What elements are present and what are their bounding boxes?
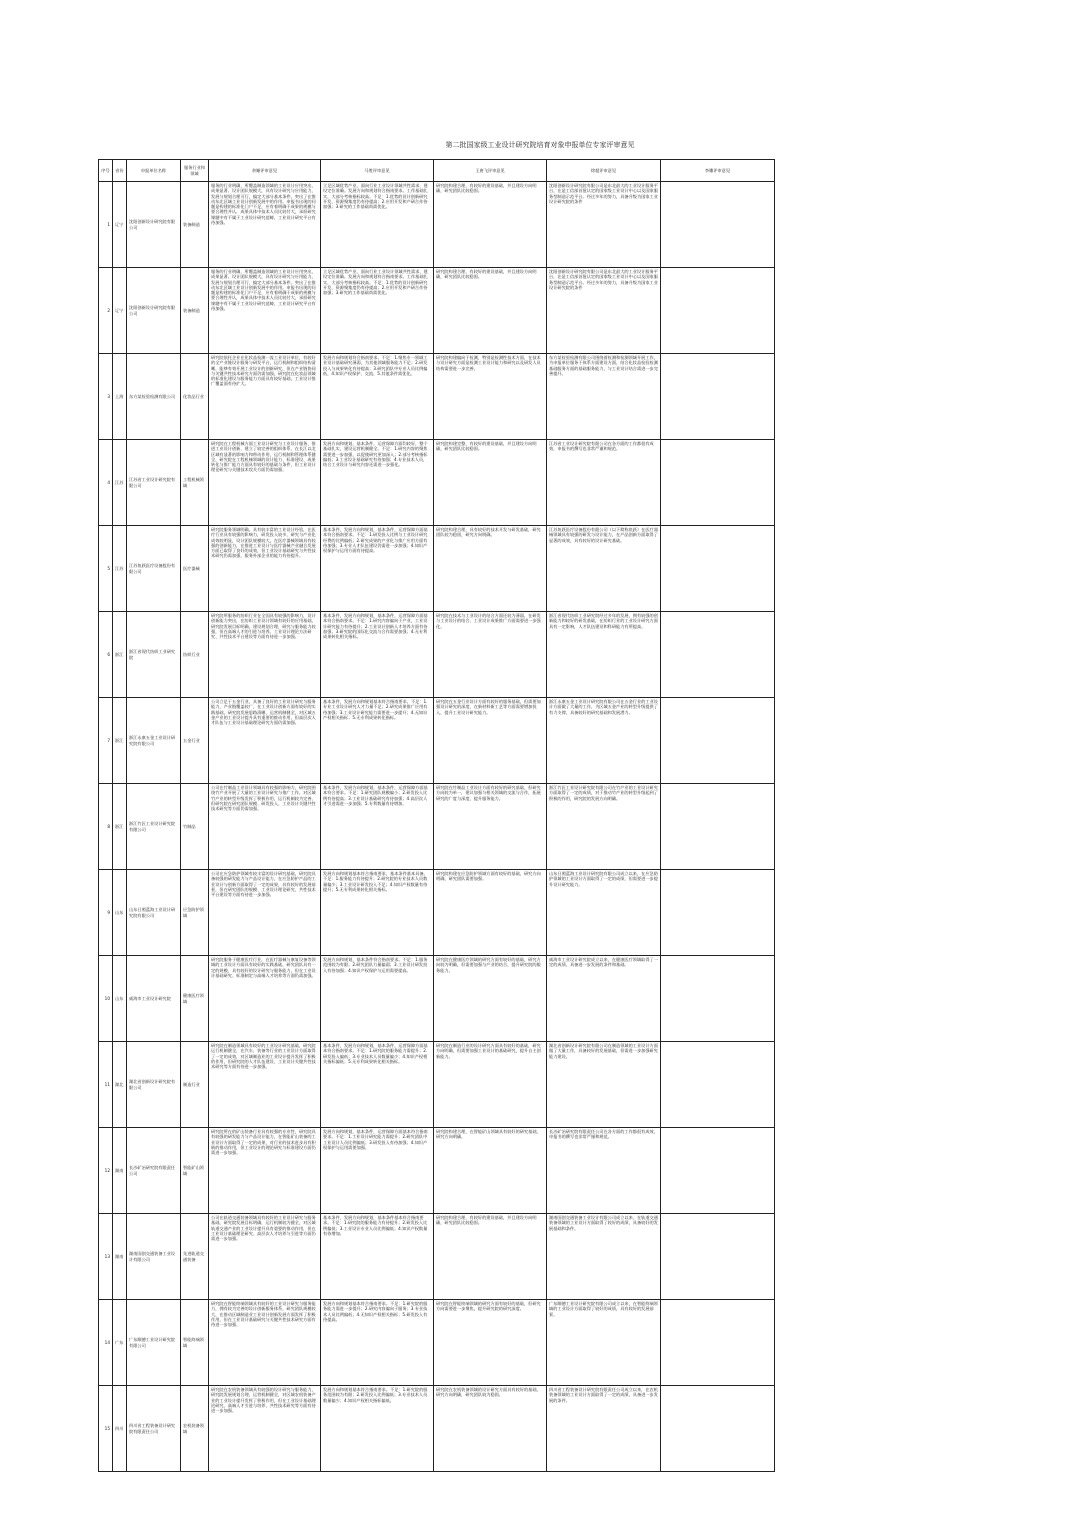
header-unit: 申报单位名称 [127,160,181,182]
cell-field: 健康医疗领域 [181,956,209,1042]
cell-seq: 13 [99,1214,113,1300]
cell-expert-3: 研究院构建合理，具有较好的技术开发与研发基础，研究团队较为稳固，研究方向明确。 [434,526,547,612]
cell-expert-3: 研究院构建合理，有较好的建设基础，并且建设方向明确，研究团队比较稳固。 [434,1214,547,1300]
cell-expert-2: 基本条件，发展方向和规划，基本条件，运营保障方面基本符合指南要求。不足：1.研究院的服务能力需提升；2.研发投入偏低；3.专业技术人员数量偏少；4.知识产权相关指标偏低；5.无专利成果转化相关指标。 [321,1042,434,1128]
cell-expert-1: 研究院在制造领域具有较好的工业设计研究基础，研究院运行机制健全，在汽车、装备等行业的工业设计方面取得了一定的成效，对区域制造业的工业设计提升发挥了积极的作用，但研究院的人才队伍建设、工业设计关键共性技术研究等方面有待进一步加强。 [209,1042,321,1128]
cell-expert-3: 研究院在五金行业设计方面有较好的服务基础，但需要加强设计研究的深度，在新材料新工艺等方面需要增加投入，提升工业设计研究能力。 [434,698,547,784]
table-header-row [99,160,775,182]
cell-unit: 东方某检验检测有限公司 [127,354,181,440]
cell-expert-3: 研究院在健康医疗领域的研究方面有较好的基础，研究方向较为明确，但需要加强与产业的结合，提升研究院的服务能力。 [434,956,547,1042]
cell-expert-4: 湖北省创新设计研究院有限公司在制造领域的工业设计方面做了大量工作，具备较好的发展基础，但需进一步加强研究能力建设。 [547,1042,661,1128]
cell-field: 智能终端领域 [181,1300,209,1386]
cell-seq: 5 [99,526,113,612]
cell-expert-5 [661,784,775,870]
table-row [99,1042,775,1128]
cell-expert-5 [661,354,775,440]
cell-seq: 15 [99,1386,113,1472]
cell-unit: 湖北省创新设计研究院有限公司 [127,1042,181,1128]
cell-expert-3: 研究院在竹制品工业设计方面有较好的研究基础，但研究方向较为单一，建议加强与相关领域的交流与合作，拓展研究的广度与深度，提升服务能力。 [434,784,547,870]
cell-expert-4: 山东日照蓝海工业设计研究院有限公司成立以来，在应急防护领域的工业设计方面取得了一定的成绩，但需要进一步提升设计研究能力。 [547,870,661,956]
cell-expert-4: 江苏省工业设计研究院有限公司在各方面的工作都很有成效，申报书的撰写也非常严谨和规范。 [547,440,661,526]
cell-seq: 11 [99,1042,113,1128]
cell-seq: 9 [99,870,113,956]
cell-expert-5 [661,526,775,612]
table-row [99,1214,775,1300]
cell-expert-4: 东方某检验检测有限公司围绕着检测和检测领域开展工作，为申报单位服务于体系方面建设方面，结合化妆品检验检测基础服务方面的基础服务能力，与工业设计结合需进一步完善提升。 [547,354,661,440]
cell-field: 先进轨道交通装备 [181,1214,209,1300]
cell-expert-2: 发展方向和规划符合指南要求。不足：1.聚焦专一领域工业设计基础研究薄弱，为其他领域服务能力不足；2.研发投入与成果转化有待提高；3.研究团队中专业人员比例偏低，4.知识产权保护、交流、5.其他条件需优化。 [321,354,434,440]
cell-expert-5 [661,1214,775,1300]
cell-field: 应急防护领域 [181,870,209,956]
cell-expert-5 [661,1128,775,1214]
cell-unit: 湖南国创交通装备工业设计有限公司 [127,1214,181,1300]
cell-seq: 2 [99,268,113,354]
cell-expert-4: 威海市工业设计研究院成立以来，在健康医疗领域取得了一定的成绩，具备进一步发展的条件和基础。 [547,956,661,1042]
cell-province: 浙江 [113,612,127,698]
cell-expert-1: 服务的行业明确，所覆盖制造领域的工业设计应用突出，成果显著。设计团队规模大，具有设计研究与应用能力，发展与规划合理可行，搞定大部分基本条件。突出了在推动东北区域工业设计创新发展中的作用。申报书出现的问题是构建的标准化门户不足，应有着明确干成果的规模与要合理性并认，成果具体中技术人员比较付大，承担研究课题中有不属于工业设计研究范畴，工业设计研究平台有待加强。 [209,182,321,268]
table-row [99,526,775,612]
cell-expert-5 [661,956,775,1042]
cell-expert-4: 浙江省现代纺织工业研究院经过多年的发展，拥有较强的创新能力和较好的研发基础，在纺织行业的工业设计研究方面具有一定影响，人才队伍建设和科研能力有所提高。 [547,612,661,698]
cell-province: 湖南 [113,1128,127,1214]
cell-expert-1: 公司在竹制品工业设计领域具有较强的影响力，研究院围绕竹产业开展了大量的工业设计研究与推广工作，对区域竹产业的转型升级发挥了积极作用，运行机制较为完善，但研究院在研究团队规模、研发投入、工业设计关键共性技术研究等方面仍需加强。 [209,784,321,870]
cell-expert-1: 公司在轨道交通装备领域具有较好的工业设计研究与服务基础，研究院发展目标明确，运行机制较为健全，对区域轨道交通产业的工业设计提升具有重要的推动作用，但在工业设计基础理论研究、高层次人才培养与引进等方面仍需进一步加强。 [209,1214,321,1300]
cell-field: 医疗器械 [181,526,209,612]
cell-province: 山东 [113,870,127,956]
header-expert-2: 马胜评审意见 [321,160,434,182]
cell-seq: 10 [99,956,113,1042]
cell-expert-1: 公司在应急防护领域有较丰富的设计研究基础，研究院具备较强的研发能力与产品设计能力，在应急防护产品的工业设计与创新方面取得了一定的成果，具有较好的发展前景，但在研究团队的规模、工业设计理论研究、共性技术平台建设等方面有待进一步加强。 [209,870,321,956]
cell-expert-3: 研究院在智能终端领域的研究方面有较好的基础，但研究方向需要进一步聚焦，提升研究院的研究深度。 [434,1300,547,1386]
header-expert-3: 王唐飞评审意见 [434,160,547,182]
cell-unit: 山东日照蓝海工业设计研究院有限公司 [127,870,181,956]
table-row [99,354,775,440]
cell-expert-2: 基本条件，发展方向和规划，基本条件，运营保障方面基本符合指南要求。不足：1.研究内容偏向于产业，工业设计研究能力有待提升；2.工业设计创新人才培养方面有待加强；3.研究院的国际化交流与合作需要加强；4.无专利成果转化相关指标。 [321,612,434,698]
table-row [99,956,775,1042]
cell-province: 湖南 [113,1214,127,1300]
cell-seq: 7 [99,698,113,784]
cell-expert-3: 研究院在制造行业的设计研究方面具有较好的基础，研究方向明确，但需要加强工业设计的基础研究，提升自主创新能力。 [434,1042,547,1128]
cell-expert-3: 研究院构建完整，有较好的建设基础，并且建设方向明确，研究团队比较稳固。 [434,440,547,526]
cell-province: 江苏 [113,440,127,526]
cell-expert-5 [661,268,775,354]
cell-seq: 14 [99,1300,113,1386]
cell-province: 浙江 [113,698,127,784]
cell-expert-4: 浙江永康五金工业设计研究院有限公司在五金行业的工业设计方面做了大量的工作，为区域五金产业的转型升级提供了有力支撑，具备较好的研究基础和发展潜力。 [547,698,661,784]
table-row [99,1386,775,1472]
cell-expert-2: 基本条件，发展方向和规划基本符合指南要求。不足：1.专业工业设计研究人才力量不足；2.研究成果推广应用有待加强；3.工业设计研究能力需要进一步提升；4.无知识产权相关指标；5.无专利成果转化指标。 [321,698,434,784]
cell-expert-1: 研究院在农机装备领域具有较强的设计研究与服务能力，研究院发展规划合理，运营机制健全，对区域农机装备产业的工业设计提升发挥了积极作用，但在工业设计基础理论研究、高端人才引进与培养、共性技术研究等方面有待进一步加强。 [209,1386,321,1472]
cell-province: 浙江 [113,784,127,870]
cell-unit: 浙江永康五金工业设计研究院有限公司 [127,698,181,784]
cell-field: 竹制品 [181,784,209,870]
cell-seq: 3 [99,354,113,440]
cell-field: 装备制造 [181,182,209,268]
cell-expert-1: 公司立足于五金行业，具备了良好的工业设计研究与服务能力，产业链覆盖较广，在工业设计创新方面有较好的实践基础，研究院发展思路清晰，运营机制健全，对区域五金产业的工业设计提升具有重要的推动作用，但高层次人才队伍与工业设计基础理论研究方面仍需加强。 [209,698,321,784]
cell-seq: 1 [99,182,113,268]
table-row [99,612,775,698]
table-row [99,784,775,870]
header-seq: 序号 [99,160,113,182]
cell-expert-4: 江苏鱼跃医疗设备股份有限公司（以下简称鱼跃）在医疗器械领域具有较强的研发与设计能力，在产品创新方面取得了显著的成效，具有较好的设计研究基础。 [547,526,661,612]
cell-field: 纺织行业 [181,612,209,698]
cell-expert-4: 沈阳创新设计研究院有限公司是东北最大的工业设计服务平台，在是工信部首批认定的国家级工业设计中心以及国家服务型制造示范平台。经过多年的努力，具备升级为国家工业设计研究院的条件 [547,182,661,268]
cell-expert-3: 研究院在技术与工业设计的结合方面还较为薄弱，在研发与工业设计的结合、工业设计成果推广方面需要进一步强化。 [434,612,547,698]
cell-expert-5 [661,182,775,268]
cell-unit: 沈阳创新设计研究院有限公司 [127,182,181,268]
cell-expert-5 [661,1300,775,1386]
header-province: 省份 [113,160,127,182]
cell-expert-2: 发展方向和规划基本符合指南要求。不足：1.研究院的服务范围较为有限；2.研发投入比例偏低；3.专业技术人员数量偏少；4.知识产权相关指标偏低。 [321,1386,434,1472]
cell-seq: 6 [99,612,113,698]
table-row [99,698,775,784]
cell-expert-1: 服务的行业明确，所覆盖制造领域的工业设计应用突出，成果显著。设计团队规模大，具有设计研究与应用能力，发展与规划合理可行，搞定大部分基本条件。突出了在推动东北区域工业设计创新发展中的作用。申报书出现的问题是构建的标准化门户不足，应有着明确干成果的规模与要合理性并认，成果具体中技术人员比较付大，承担研究课题中有不属于工业设计研究范畴，工业设计研究平台有待加强。 [209,268,321,354]
cell-expert-2: 基本条件，发展方向和规划，基本条件，运营保障方面基本符合指南要求。不足：1.研发投入比例与工业设计研究经费的比例偏低；2.研究成果的产业化与推广应用方面有待加强；3.专业人才队伍建设仍需进一步加强；4.知识产权保护与运用方面有待提高。 [321,526,434,612]
cell-unit: 威海市工业设计研究院 [127,956,181,1042]
cell-field: 农机装备领域 [181,1386,209,1472]
cell-unit: 沈阳创新设计研究院有限公司 [127,268,181,354]
cell-field: 五金行业 [181,698,209,784]
cell-expert-1: 研究院服务于健康医疗行业，在医疗器械与康复设备等领域的工业设计方面具有较好的实践基础，研究团队具有一定的规模，具有较好的设计研究与服务能力，但在工业设计基础研究、标准制定与高端人才培养等方面仍需加强。 [209,956,321,1042]
header-expert-5: 李雕评审意见 [661,160,775,182]
cell-province: 辽宁 [113,268,127,354]
cell-expert-2: 立足区域优势产业，面向行业工业设计领域共性需求，建设定位准确。发展方向和规划符合指南要求。工作基础扎实，大部分考核指标较高。不足：1.优势的设计创新研究开发、资源聚集度仍有待提高；2.应用开发和产研合作待加强；3.研究的工作基础尚需优化。 [321,182,434,268]
header-expert-4: 徐超评审意见 [547,160,661,182]
cell-expert-1: 研究院所在的矿山装备行业具有较强的专业性，研究院具有较强的研发能力与产品设计能力，在智能矿山装备的工业设计方面取得了一定的成果，对行业的技术进步具有积极的推动作用，但工业设计的理论研究与标准建设方面仍需进一步加强。 [209,1128,321,1214]
cell-expert-5 [661,1042,775,1128]
cell-expert-1: 研究院依托企业在化妆品检测一流工业设计单位，有较好的全产业链设计服务与研发平台，运行机制和组织结构清晰，能够有效开展工业设计的创新研究，但在产业链协同与关键共性技术研究方面仍需加强，研究院在化妆品领域的标准化建设与服务能力方面具有较好基础，工业设计推广覆盖面有待扩大。 [209,354,321,440]
cell-expert-4: 四川省工程装备设计研究院有限责任公司成立以来，在农机装备领域的工业设计方面取得了一定的成绩，具备进一步发展的条件。 [547,1386,661,1472]
table-row [99,182,775,268]
cell-province: 江苏 [113,526,127,612]
table-row [99,440,775,526]
cell-expert-1: 研究院所服务的纺织行业在全国具有较强的影响力，设计创新能力突出，在纺织工业设计领域有较好的应用基础，研究院发展目标明确，建设规划合理，研究与服务能力较强，但在高端人才的引进与培养、工业设计理论方法研究、共性技术平台建设等方面有待进一步加强。 [209,612,321,698]
table-row [99,1128,775,1214]
cell-field: 装备制造 [181,268,209,354]
table-row [99,870,775,956]
document-title: 第二批国家级工业设计研究院培育对象申报单位专家评审意见 [445,141,635,149]
cell-expert-5 [661,440,775,526]
cell-province: 辽宁 [113,182,127,268]
review-table [98,159,775,1472]
cell-expert-4: 沈阳创新设计研究院有限公司是东北最大的工业设计服务平台，在是工信部首批认定的国家级工业设计中心以及国家服务型制造示范平台。经过多年的努力，具备升级为国家工业设计研究院的条件 [547,268,661,354]
cell-expert-1: 研究院在智能终端领域具有较好的工业设计研究与服务能力，拥有较为完善的设计创新服务体系，研究团队规模较大，在推动区域制造业工业设计创新发展方面发挥了积极作用，但在工业设计基础研究与关键共性技术研究方面有待进一步加强。 [209,1300,321,1386]
cell-expert-3: 研究院在农机装备领域的设计研究方面具有较好的基础，研究方向明确，研究团队较为稳固。 [434,1386,547,1472]
cell-unit: 江苏鱼跃医疗设备股份有限公司 [127,526,181,612]
cell-expert-3: 研究院构建在应急防护领域方面有较好的基础，研究方向明确，研究团队需要加强。 [434,870,547,956]
cell-expert-5 [661,612,775,698]
cell-province: 四川 [113,1386,127,1472]
cell-seq: 8 [99,784,113,870]
cell-unit: 江苏省工业设计研究院有限公司 [127,440,181,526]
cell-expert-2: 发展方向和规划基本符合指南要求，基本条件基本具备。不足：1.服务能力有待提升；2.研究院的专业技术人员数量偏少；3.工业设计研发投入不足；4.知识产权数量有待提升；5.无专利成果转化相关指标。 [321,870,434,956]
cell-expert-4: 广东顺德工业设计研究院有限公司成立以来，在智能终端领域的工业设计方面取得了较好的成绩，具有较好的发展前景。 [547,1300,661,1386]
cell-province: 上海 [113,354,127,440]
cell-expert-4: 长沙矿冶研究院有限责任公司在各方面的工作都很有成效，申报书的撰写也非常严谨和规范。 [547,1128,661,1214]
cell-province: 广东 [113,1300,127,1386]
cell-seq: 12 [99,1128,113,1214]
cell-expert-5 [661,1386,775,1472]
cell-expert-5 [661,698,775,784]
cell-expert-2: 发展方向和规划，基本条件符合指南要求。不足：1.服务范围较为有限；2.研究团队力量偏弱；3.工业设计研发投入有待加强；4.知识产权保护与运用需要提高。 [321,956,434,1042]
cell-field: 制造行业 [181,1042,209,1128]
cell-province: 湖北 [113,1042,127,1128]
cell-seq: 4 [99,440,113,526]
table-row [99,1300,775,1386]
cell-expert-3: 研究院构建合理，在智能矿山领域具有较好的研究基础，研究方向明确。 [434,1128,547,1214]
cell-expert-2: 发展方向和规划基本符合指南要求。不足：1.研究院的服务能力需进一步提升；2.研究内容偏向于服务；3.专业技术人员比例偏低；4.无知识产权相关指标；5.研发投入有待提高。 [321,1300,434,1386]
cell-unit: 浙江竹匠工业设计研究院有限公司 [127,784,181,870]
cell-unit: 浙江省现代纺织工业研究院 [127,612,181,698]
cell-expert-4: 湖南国创交通装备工业设计有限公司成立以来，在轨道交通装备领域的工业设计方面取得了较好的成绩，具备较好的发展基础和条件。 [547,1214,661,1300]
table-row [99,268,775,354]
cell-province: 山东 [113,956,127,1042]
cell-expert-2: 发展方向和规划，基本条件，运营保障方面基本符合指南要求。不足：1.工业设计研究能力需提升；2.研究团队中工业设计人员比例偏低；3.研发投入有待加强；4.知识产权保护与运用需要加强。 [321,1128,434,1214]
cell-expert-1: 研究院服务领域明确，具有较丰富的工业设计经验，在医疗行业具有较强的影响力，研发投入较多，研究与产业化成效较明显，设计团队规模较大，在医疗器械领域具有较强的创新能力，在推进工业设计与医疗器械产业融合发展方面已取得了良好的成效，但工业设计基础研究与共性技术研究仍需加强，服务外部企业的能力有待提升。 [209,526,321,612]
cell-unit: 广东顺德工业设计研究院有限公司 [127,1300,181,1386]
header-field: 服务行业和领域 [181,160,209,182]
cell-expert-2: 立足区域优势产业，面向行业工业设计领域共性需求，建设定位准确。发展方向和规划符合指南要求。工作基础扎实，大部分考核指标较高。不足：1.优势的设计创新研究开发、资源聚集度仍有待提高；2.应用开发和产研合作待加强；3.研究的工作基础尚需优化。 [321,268,434,354]
cell-expert-3: 研究院构建合理，有较好的建设基础，并且建设方向明确，研究团队比较稳固。 [434,182,547,268]
cell-expert-5 [661,870,775,956]
cell-expert-4: 浙江竹匠工业设计研究院有限公司在竹产业的工业设计研究方面取得了一定的成绩，对于推动竹产业的转型升级起到了积极的作用，研究院的发展方向明确。 [547,784,661,870]
cell-expert-2: 基本条件，发展方向和规划，基本条件基本符合指南要求。不足：1.研究院的服务能力有待提升；2.研发投入比例偏低；3.工业设计专业人员比例偏低；4.知识产权数量有待增加。 [321,1214,434,1300]
cell-field: 化妆品行业 [181,354,209,440]
cell-expert-3: 研究院构建合理，有较好的建设基础，并且建设方向明确，研究团队比较稳固。 [434,268,547,354]
cell-expert-2: 发展方向和规划，基本条件，运营保障方面均较好，整个基础扎实，建设运营机制健全。不足：1.研究内容的聚焦需要进一步加强，以促使研究更加深入；2.部分考核指标偏低；3.工业设计基础研究有待加强；4.专业技术人员，结合工业设计与研究内容还需进一步强化。 [321,440,434,526]
header-expert-1: 余姗评审意见 [209,160,321,182]
cell-expert-2: 基本条件，发展方向和规划，基本条件，运营保障方面基本符合要求。不足：1.研究团队规模偏小；2.研发投入比例有待提高；3.工业设计基础研究有待加强；4.高层次人才引进需进一步加强；5.专利数量有待增加。 [321,784,434,870]
cell-unit: 长沙矿冶研究院有限责任公司 [127,1128,181,1214]
cell-field: 智能矿山领域 [181,1128,209,1214]
cell-expert-1: 研究院在工程机械方面工业设计研究与工业设计服务、推进工业设计创新、建立了较完善的组织体系，在长江以北区域有显著的影响力和带动作用，运行机制和管理体系健全，研究院在工程机械领域的设计能力、标准建设、成果转化与推广能力方面具有较好的基础与条件，但工业设计理论研究与关键技术攻关方面仍需加强。 [209,440,321,526]
cell-field: 工程机械领域 [181,440,209,526]
cell-expert-3: 研究院构建偏向于检测，特别是检测性技术方面，在技术与设计研究方面是检测工业设计能力和研究以及研发人员结构需要进一步完善。 [434,354,547,440]
cell-unit: 四川省工程装备设计研究院有限责任公司 [127,1386,181,1472]
